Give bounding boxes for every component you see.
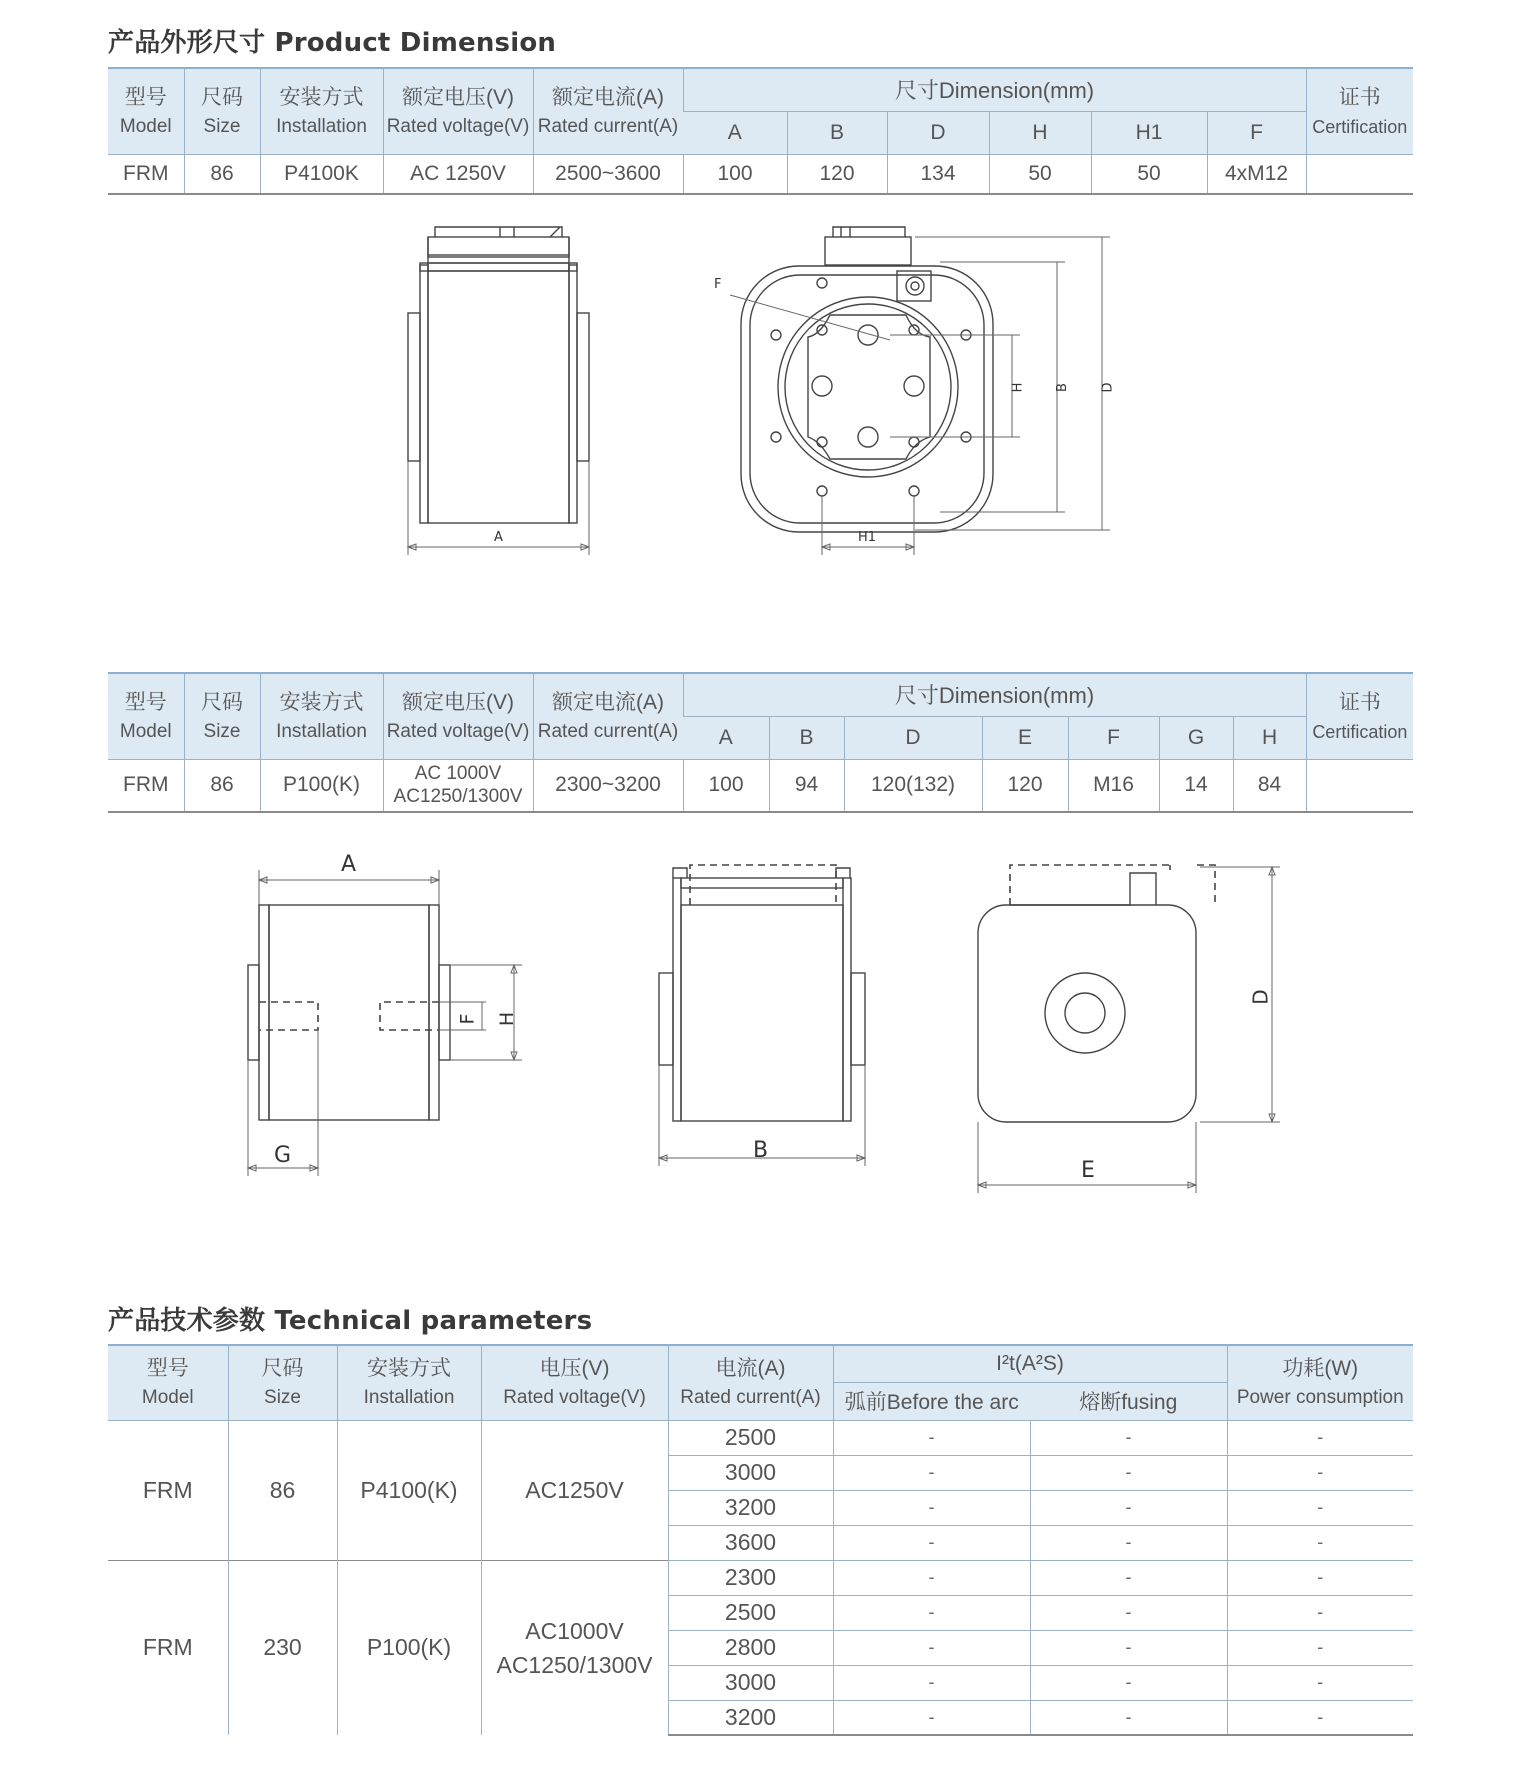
dimension-table-2 [108,672,1413,813]
dimension-table-1 [108,67,1413,195]
t3-fusing-value: - [1030,1420,1227,1455]
t3-header-model: 型号 Model [108,1345,228,1420]
cell2-installation: P100(K) [260,759,383,812]
t3-g2-current: 2300 [668,1560,833,1595]
t3-before-arc-value: - [833,1595,1030,1630]
t3-g2-voltage: AC1000V AC1250/1300V [481,1560,668,1735]
label-dim-a-1: A [494,530,503,545]
dim-header-d: D [887,111,989,154]
header-certification: 证书 Certification [1306,68,1413,154]
t3-g2-size: 230 [228,1560,337,1735]
t3-header-before-arc: 弧前Before the arc [833,1382,1030,1420]
t3-power-value: - [1227,1595,1413,1630]
cell-dim-h: 50 [989,154,1091,194]
cell2-current: 2300~3200 [533,759,683,812]
t3-g2-model: FRM [108,1560,228,1735]
t3-power-value: - [1227,1490,1413,1525]
cell2-dim-h: 84 [1233,759,1306,812]
t3-fusing-value: - [1030,1490,1227,1525]
label-dim-e-2: E [1081,1158,1095,1183]
header-certification-2: 证书 Certification [1306,673,1413,759]
dim2-header-d: D [844,716,982,759]
t3-before-arc-value: - [833,1455,1030,1490]
header-model-2: 型号 Model [108,673,184,759]
t3-before-arc-value: - [833,1525,1030,1560]
cell2-dim-b: 94 [769,759,844,812]
dim-header-b: B [787,111,887,154]
t3-g1-voltage: AC1250V [481,1420,668,1560]
cell-current: 2500~3600 [533,154,683,194]
label-dim-d-2: D [1248,989,1273,1005]
t3-header-power: 功耗(W) Power consumption [1227,1345,1413,1420]
label-dim-h1-1: H1 [858,530,877,545]
t3-header-i2t: I²t(A²S) [833,1345,1227,1382]
label-dim-h-2: H [496,1011,519,1027]
dim2-header-e: E [982,716,1068,759]
header-rated-current-2: 额定电流(A) Rated current(A) [533,673,683,759]
section-title-product-dimension: 产品外形尺寸 Product Dimension [108,28,557,58]
t3-power-value: - [1227,1560,1413,1595]
t3-before-arc-value: - [833,1700,1030,1735]
dim2-header-a: A [683,716,769,759]
section-title-technical-parameters: 产品技术参数 Technical parameters [108,1306,593,1336]
t3-power-value: - [1227,1700,1413,1735]
label-dim-h-1: H [1010,382,1026,393]
t3-g2-current: 3200 [668,1700,833,1735]
cell2-dim-g: 14 [1159,759,1233,812]
cell2-dim-e: 120 [982,759,1068,812]
label-dim-d-1: D [1100,382,1116,393]
dim2-header-b: B [769,716,844,759]
t3-power-value: - [1227,1665,1413,1700]
t3-fusing-value: - [1030,1630,1227,1665]
label-dim-b-2: B [753,1138,769,1163]
dim-header-h1: H1 [1091,111,1207,154]
dim-header-a: A [683,111,787,154]
cell-installation: P4100K [260,154,383,194]
t3-header-size: 尺码 Size [228,1345,337,1420]
drawing2-middle-view [650,860,880,1170]
technical-parameters-table [108,1344,1413,1736]
label-dim-b-1: B [1054,383,1070,392]
cell-dim-a: 100 [683,154,787,194]
t3-g2-current: 3000 [668,1665,833,1700]
label-dim-a-2: A [341,852,357,877]
dim-header-f: F [1207,111,1306,154]
t3-header-current: 电流(A) Rated current(A) [668,1345,833,1420]
cell2-certification [1306,759,1413,812]
dim2-header-h: H [1233,716,1306,759]
t3-header-installation: 安装方式 Installation [337,1345,481,1420]
t3-fusing-value: - [1030,1525,1227,1560]
t3-fusing-value: - [1030,1665,1227,1700]
t3-fusing-value: - [1030,1595,1227,1630]
cell-model: FRM [108,154,184,194]
label-dim-g-2: G [274,1143,292,1168]
drawing2-side-view [240,860,540,1180]
header-installation: 安装方式 Installation [260,68,383,154]
header-model: 型号 Model [108,68,184,154]
t3-g1-current: 3000 [668,1455,833,1490]
drawing1-front-view [700,225,1140,560]
cell2-dim-f: M16 [1068,759,1159,812]
t3-g1-current: 3600 [668,1525,833,1560]
header-installation-2: 安装方式 Installation [260,673,383,759]
t3-power-value: - [1227,1420,1413,1455]
cell-dim-b: 120 [787,154,887,194]
drawing1-side-view [390,225,610,560]
cell-size: 86 [184,154,260,194]
header-size: 尺码 Size [184,68,260,154]
header-dimension-2: 尺寸Dimension(mm) [683,673,1306,716]
cell-dim-h1: 50 [1091,154,1207,194]
t3-fusing-value: - [1030,1455,1227,1490]
t3-g1-installation: P4100(K) [337,1420,481,1560]
dim-header-h: H [989,111,1091,154]
cell2-size: 86 [184,759,260,812]
cell-certification [1306,154,1413,194]
t3-power-value: - [1227,1455,1413,1490]
t3-fusing-value: - [1030,1560,1227,1595]
t3-g1-current: 2500 [668,1420,833,1455]
t3-before-arc-value: - [833,1490,1030,1525]
cell2-model: FRM [108,759,184,812]
cell-dim-f: 4xM12 [1207,154,1306,194]
cell-dim-d: 134 [887,154,989,194]
header-size-2: 尺码 Size [184,673,260,759]
t3-before-arc-value: - [833,1420,1030,1455]
t3-g2-current: 2500 [668,1595,833,1630]
header-dimension: 尺寸Dimension(mm) [683,68,1306,111]
t3-header-voltage: 电压(V) Rated voltage(V) [481,1345,668,1420]
t3-g2-current: 2800 [668,1630,833,1665]
header-rated-voltage: 额定电压(V) Rated voltage(V) [383,68,533,154]
t3-before-arc-value: - [833,1560,1030,1595]
t3-power-value: - [1227,1630,1413,1665]
label-dim-f-1: F [714,277,722,292]
t3-power-value: - [1227,1525,1413,1560]
header-rated-current: 额定电流(A) Rated current(A) [533,68,683,154]
t3-g1-current: 3200 [668,1490,833,1525]
t3-header-fusing: 熔断fusing [1030,1382,1227,1420]
cell2-dim-a: 100 [683,759,769,812]
t3-g1-size: 86 [228,1420,337,1560]
header-rated-voltage-2: 额定电压(V) Rated voltage(V) [383,673,533,759]
t3-before-arc-value: - [833,1630,1030,1665]
t3-g2-installation: P100(K) [337,1560,481,1735]
t3-fusing-value: - [1030,1700,1227,1735]
cell2-dim-d: 120(132) [844,759,982,812]
cell-voltage: AC 1250V [383,154,533,194]
t3-g1-model: FRM [108,1420,228,1560]
dim2-header-g: G [1159,716,1233,759]
dim2-header-f: F [1068,716,1159,759]
t3-before-arc-value: - [833,1665,1030,1700]
label-dim-f-2: F [456,1013,479,1025]
cell2-voltage: AC 1000V AC1250/1300V [383,759,533,812]
drawing2-front-view [970,855,1290,1195]
